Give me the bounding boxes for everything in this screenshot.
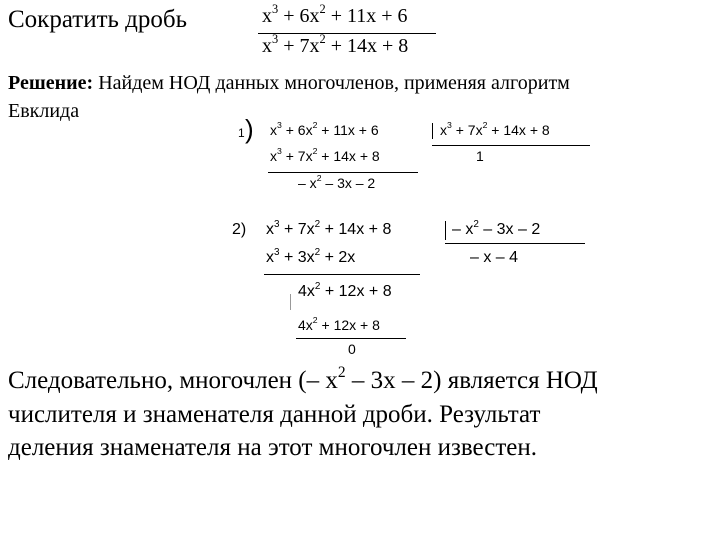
step1-bracket: ) <box>245 114 254 144</box>
step1-quotient: 1 <box>476 148 484 164</box>
step1-division-bar <box>432 123 433 139</box>
conclusion-line3: деления знаменателя на этот многочлен известен. <box>8 434 537 461</box>
step2-dividend: $x^3 + 7x^2 + 14x + 8$ <box>266 218 392 238</box>
step1-divisor: $x^3 + 7x^2 + 14x + 8$ <box>440 120 550 138</box>
step2-quotient: – x – 4 <box>470 249 519 266</box>
solution-intro <box>8 72 570 95</box>
step2-remainder: 0 <box>348 341 356 357</box>
step2-number: 2) <box>232 221 247 238</box>
step1-remainder: – $x^2 - 3x - 2$ <box>298 173 376 191</box>
conclusion-line1: Следовательно, многочлен (– $x^2 - 3x - 2$) является НОД <box>8 364 598 394</box>
step2-final-line <box>296 338 406 339</box>
step2-partial-subtrahend: $4x^2 + 12x + 8$ <box>298 315 380 333</box>
fraction-bar <box>258 33 436 34</box>
step1-divisor-line <box>432 145 590 146</box>
step2-divisor-line <box>445 243 585 244</box>
step2-subtrahend: $x^3 + 3x^2 + 2x$ <box>266 246 356 266</box>
step2-divisor: – $x^2 - 3x - 2$ <box>452 218 541 238</box>
fraction-denominator: $x^3 + 7x^2 + 14x + 8$ <box>262 32 409 57</box>
solution-text-line2: Евклида <box>8 100 80 122</box>
step2-tick-mark <box>290 294 291 310</box>
step1-number: 1 <box>238 126 245 140</box>
step1-dividend: $x^3 + 6x^2 + 11x + 6$ <box>270 120 379 138</box>
task-title: Сократить дробь <box>8 6 187 33</box>
step2-division-bar <box>445 221 446 240</box>
step2-subtraction-line <box>264 274 420 275</box>
fraction-numerator: $x^3 + 6x^2 + 11x + 6$ <box>262 2 408 27</box>
step1-subtrahend: $x^3 + 7x^2 + 14x + 8$ <box>270 146 380 164</box>
step2-partial: $4x^2 + 12x + 8$ <box>298 280 392 300</box>
conclusion-line2: числителя и знаменателя данной дроби. Результат <box>8 401 541 428</box>
solution-label: Решение: <box>8 72 94 94</box>
step1-subtraction-line <box>268 172 418 173</box>
solution-text: Найдем НОД данных многочленов, применяя алгоритм <box>93 72 570 94</box>
